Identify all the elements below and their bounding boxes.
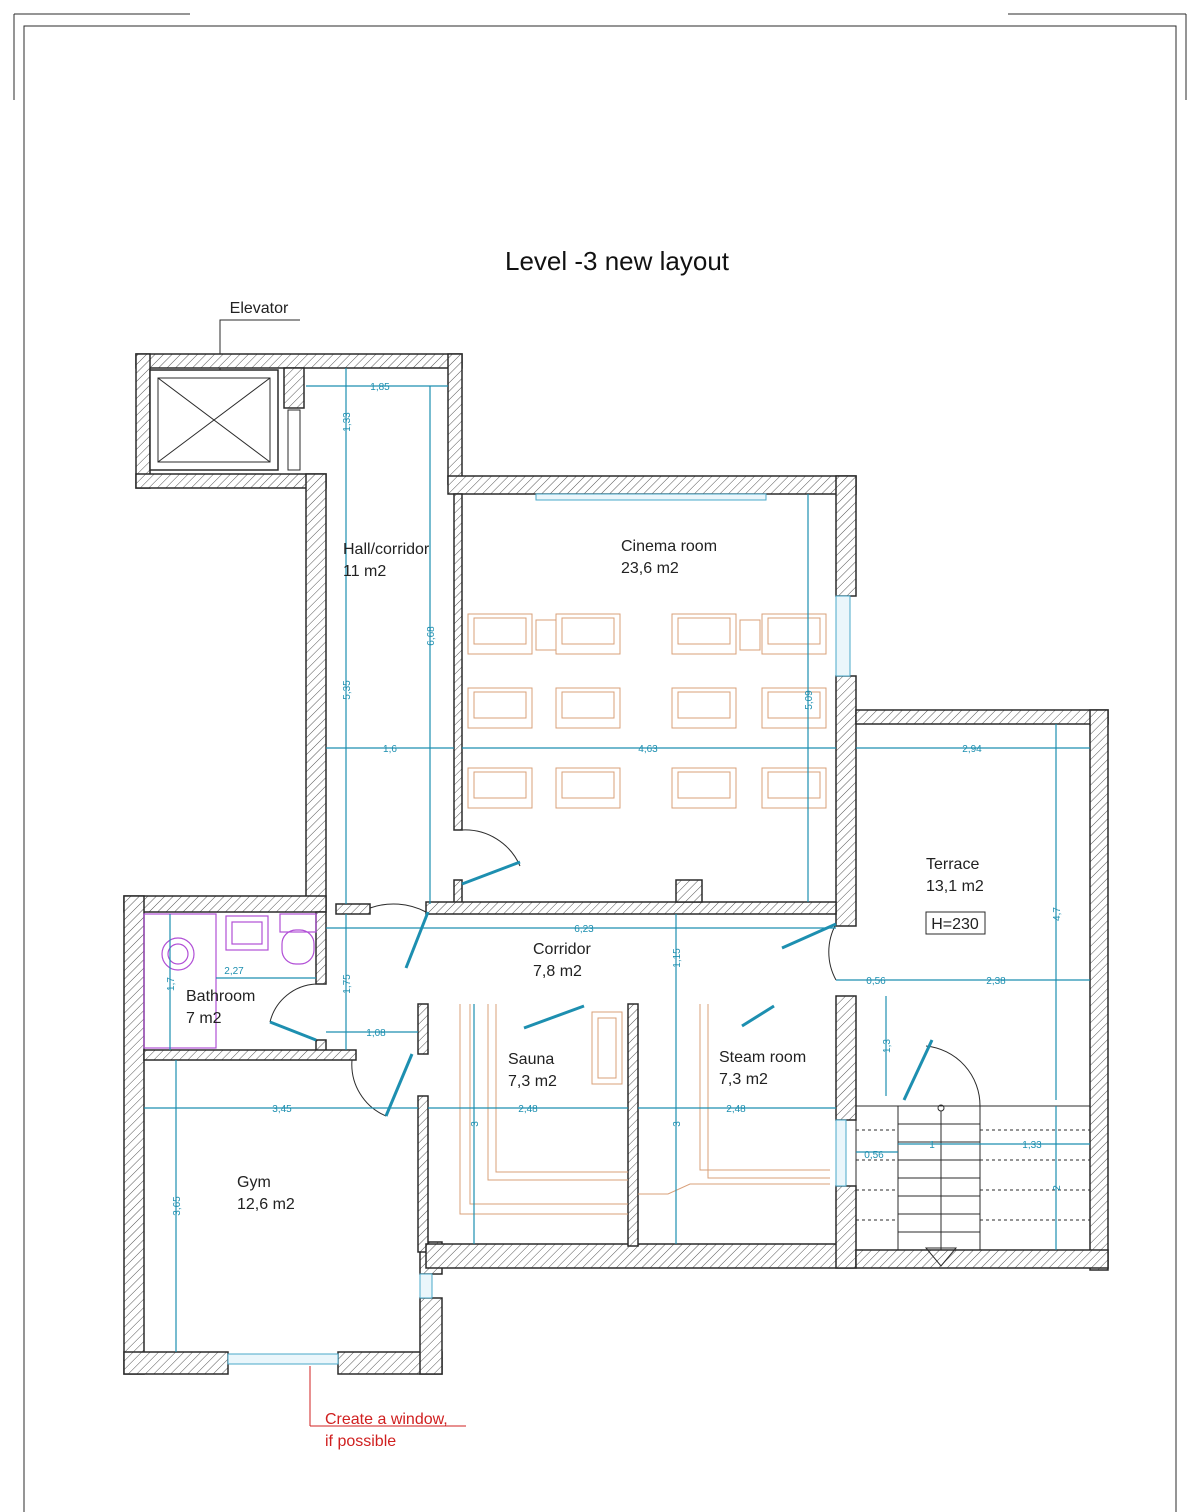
height-tag: H=230 xyxy=(931,916,979,933)
dim-terrace-width: 2,94 xyxy=(962,744,982,755)
dim-stair-w2: 1,33 xyxy=(1022,1140,1042,1151)
sheet-frame xyxy=(14,14,1186,1512)
dimension-labels xyxy=(166,382,1063,1216)
dim-hall-height: 5,35 xyxy=(342,680,353,700)
room-sauna-area: 7,3 m2 xyxy=(508,1073,557,1090)
dim-cinema-height: 5,09 xyxy=(804,690,815,710)
room-gym-area: 12,6 m2 xyxy=(237,1196,295,1213)
elevator-shaft xyxy=(150,370,300,470)
room-bathroom-area: 7 m2 xyxy=(186,1010,222,1027)
room-terrace-name: Terrace xyxy=(926,856,980,873)
dim-hall-width2: 1,6 xyxy=(383,744,397,755)
dim-terrace-w1: 0,56 xyxy=(866,976,886,987)
dim-hall-width: 1,85 xyxy=(370,382,390,393)
dim-hall-total: 6,68 xyxy=(426,626,437,646)
plan-title: Level -3 new layout xyxy=(504,246,730,276)
dim-stair-h2: 2 xyxy=(1052,1185,1063,1191)
room-terrace-area: 13,1 m2 xyxy=(926,878,984,895)
room-gym-name: Gym xyxy=(237,1174,271,1191)
dim-bath-width: 2,27 xyxy=(224,966,244,977)
dim-gym-height: 3,65 xyxy=(172,1196,183,1216)
room-cinema-area: 23,6 m2 xyxy=(621,560,679,577)
elevator-label: Elevator xyxy=(229,300,289,317)
dim-passage-height: 1,75 xyxy=(342,974,353,994)
note-line-1: Create a window, xyxy=(325,1411,448,1428)
dim-corridor-width: 6,23 xyxy=(574,924,594,935)
room-steam-name: Steam room xyxy=(719,1049,807,1066)
dim-terrace-height: 4,7 xyxy=(1052,907,1063,921)
sauna-benches xyxy=(460,1004,830,1214)
room-hall-name: Hall/corridor xyxy=(343,541,430,558)
note-line-2: if possible xyxy=(325,1433,397,1450)
dim-bath-height: 1,7 xyxy=(166,977,177,991)
dim-corridor-height: 1,15 xyxy=(672,948,683,968)
room-sauna-name: Sauna xyxy=(508,1051,555,1068)
room-corridor-area: 7,8 m2 xyxy=(533,963,582,980)
dim-stair-w1: 1 xyxy=(929,1140,935,1151)
window-note xyxy=(310,1366,466,1450)
room-hall-area: 11 m2 xyxy=(343,563,387,580)
dim-stair-h: 1,3 xyxy=(882,1039,893,1053)
dim-sauna-height: 3 xyxy=(470,1121,481,1127)
dim-hall-top: 1,33 xyxy=(342,412,353,432)
room-cinema-name: Cinema room xyxy=(621,538,718,555)
dim-sauna-width: 2,48 xyxy=(518,1104,538,1115)
room-bathroom-name: Bathroom xyxy=(186,988,256,1005)
cinema-seats xyxy=(468,614,826,808)
dim-gym-width: 3,45 xyxy=(272,1104,292,1115)
dim-terrace-w2: 2,38 xyxy=(986,976,1006,987)
dim-stair-w3: 0,56 xyxy=(864,1150,884,1161)
doors xyxy=(270,830,980,1116)
dim-steam-height: 3 xyxy=(672,1121,683,1127)
dim-cinema-width: 4,63 xyxy=(638,744,658,755)
dim-passage-width: 1,08 xyxy=(366,1028,386,1039)
dim-steam-width: 2,48 xyxy=(726,1104,746,1115)
room-corridor-name: Corridor xyxy=(533,941,591,958)
room-steam-area: 7,3 m2 xyxy=(719,1071,768,1088)
